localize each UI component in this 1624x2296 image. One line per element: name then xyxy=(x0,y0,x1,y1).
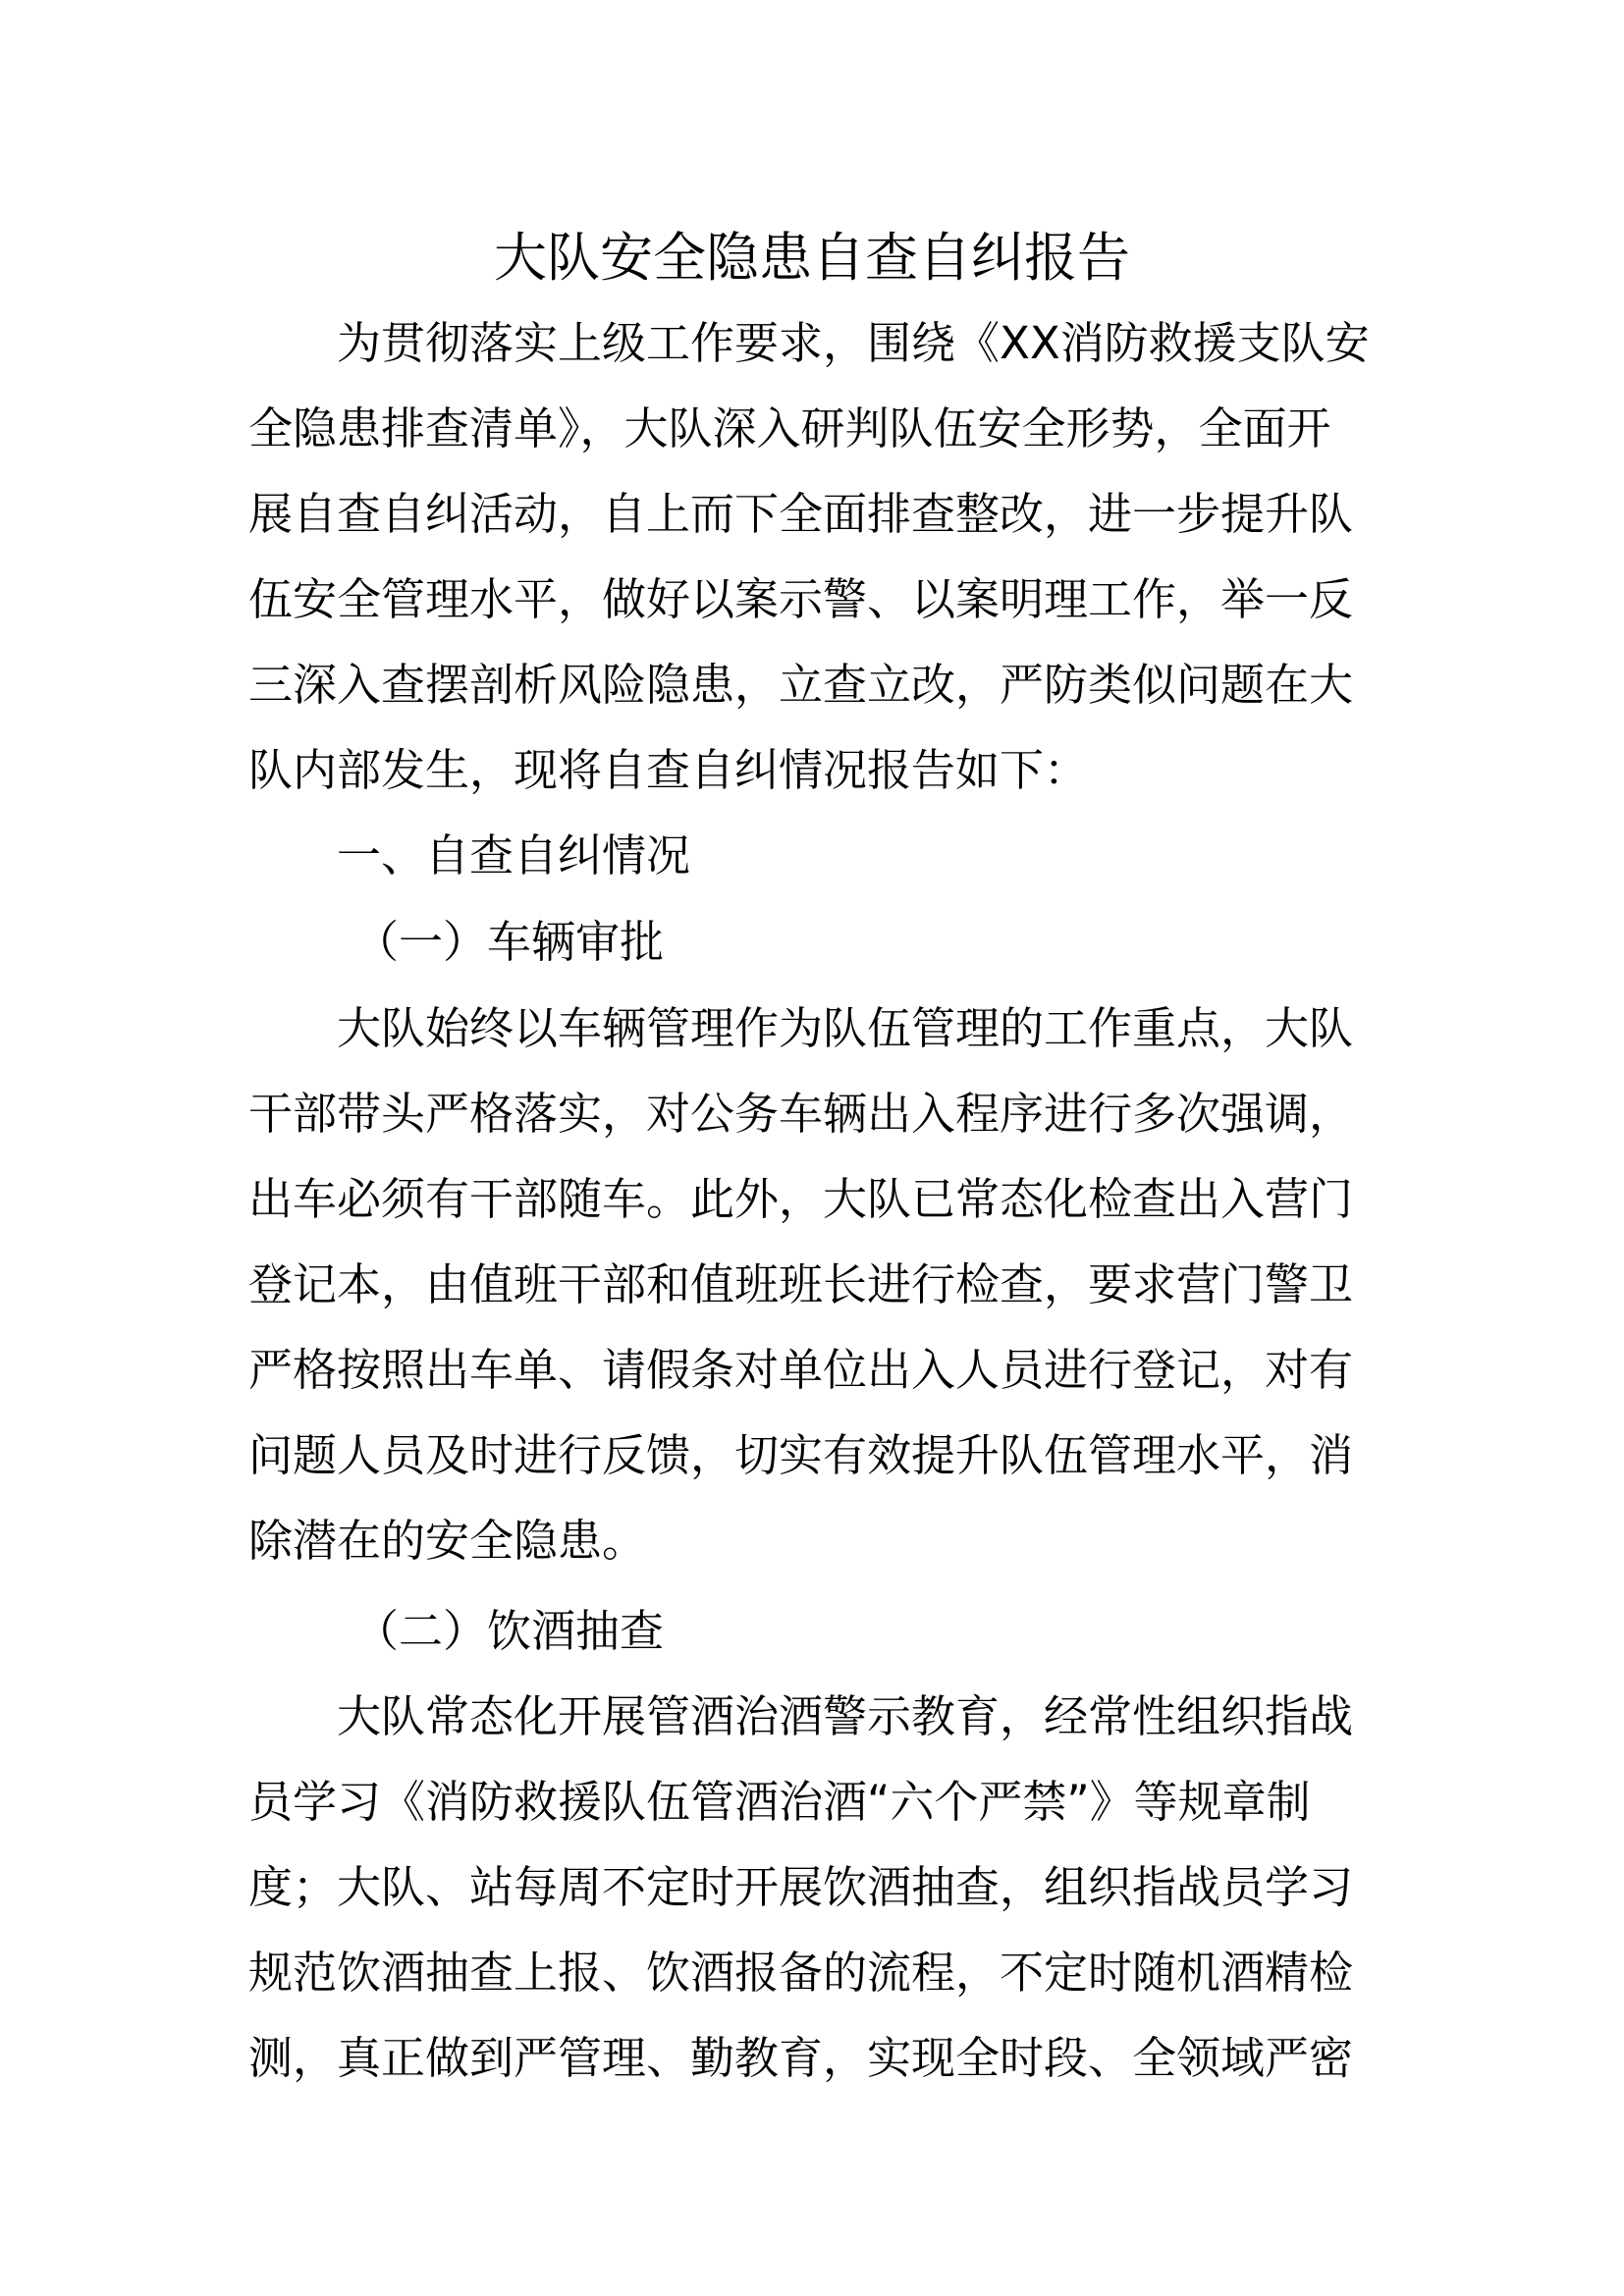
paragraph-line: 全隐患排查清单》，大队深入研判队伍安全形势，全面开 xyxy=(248,402,1331,454)
paragraph-line: 为贯彻落实上级工作要求，围绕《XX消防救援支队安 xyxy=(337,317,1370,369)
subsection-heading: （二）饮酒抽查 xyxy=(354,1605,665,1657)
paragraph-line: 展自查自纠活动，自上而下全面排查整改，进一步提升队 xyxy=(248,488,1354,540)
paragraph-line: 登记本，由值班干部和值班班长进行检查，要求营门警卫 xyxy=(248,1258,1354,1310)
paragraph-line: 测，真正做到严管理、勤教育，实现全时段、全领域严密 xyxy=(248,2032,1354,2084)
paragraph-line: 干部带头严格落实，对公务车辆出入程序进行多次强调， xyxy=(248,1088,1354,1140)
paragraph-line: 伍安全管理水平，做好以案示警、以案明理工作，举一反 xyxy=(248,573,1354,625)
paragraph-line: 出车必须有干部随车。此外，大队已常态化检查出入营门 xyxy=(248,1173,1354,1225)
document-title: 大队安全隐患自查自纠报告 xyxy=(494,227,1130,289)
paragraph-line: 除潜在的安全隐患。 xyxy=(248,1515,647,1567)
subsection-heading: （一）车辆审批 xyxy=(354,916,665,968)
paragraph-line: 大队常态化开展管酒治酒警示教育，经常性组织指战 xyxy=(337,1690,1354,1742)
paragraph-line: 队内部发生，现将自查自纠情况报告如下： xyxy=(248,744,1089,796)
section-heading: 一、自查自纠情况 xyxy=(337,829,691,881)
paragraph-line: 员学习《消防救援队伍管酒治酒“六个严禁”》等规章制 xyxy=(248,1776,1311,1828)
paragraph-line: 问题人员及时进行反馈，切实有效提升队伍管理水平，消 xyxy=(248,1429,1354,1481)
paragraph-line: 度；大队、站每周不定时开展饮酒抽查，组织指战员学习 xyxy=(248,1861,1354,1913)
paragraph-line: 规范饮酒抽查上报、饮酒报备的流程，不定时随机酒精检 xyxy=(248,1947,1354,1999)
paragraph-line: 严格按照出车单、请假条对单位出入人员进行登记，对有 xyxy=(248,1344,1354,1396)
paragraph-line: 三深入查摆剖析风险隐患，立查立改，严防类似问题在大 xyxy=(248,659,1354,711)
paragraph-line: 大队始终以车辆管理作为队伍管理的工作重点，大队 xyxy=(337,1002,1354,1054)
